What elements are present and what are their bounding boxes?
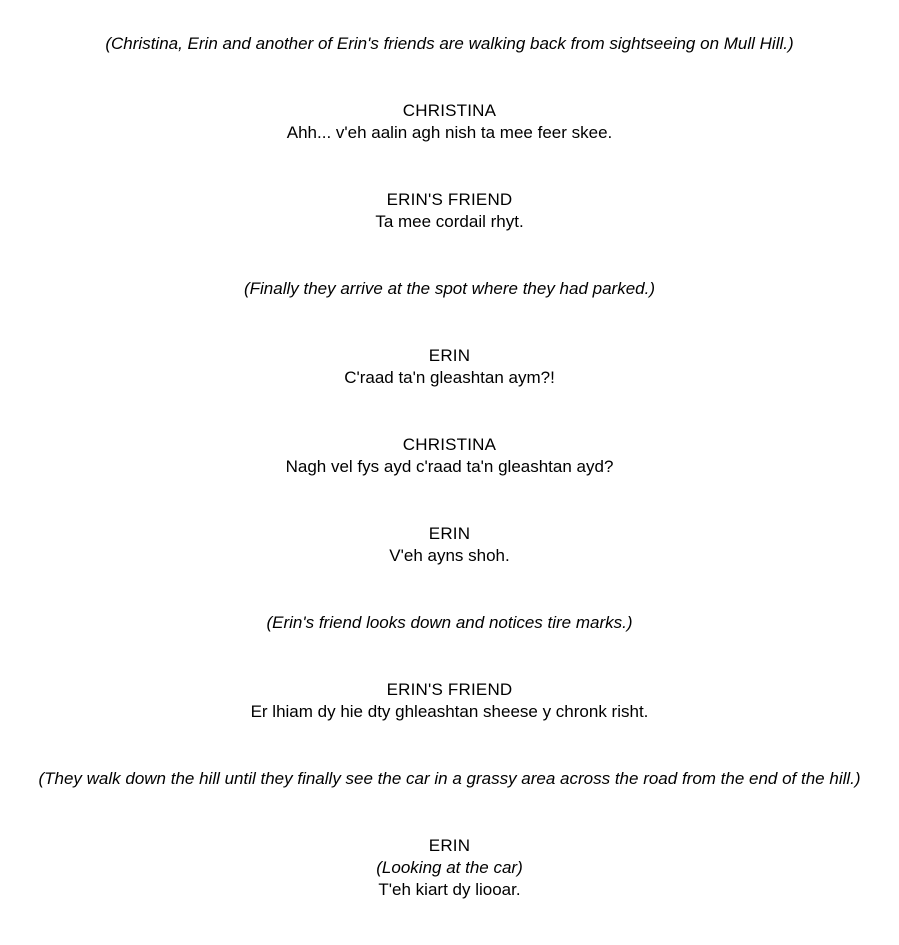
stage-direction: (Finally they arrive at the spot where they had parked.) — [243, 279, 656, 298]
character-name: ERIN — [428, 524, 471, 543]
dialogue-line: V'eh ayns shoh. — [389, 546, 510, 565]
character-name: ERIN'S FRIEND — [386, 190, 513, 209]
character-name: ERIN — [428, 346, 471, 365]
character-name: CHRISTINA — [402, 101, 497, 120]
dialogue-line: C'raad ta'n gleashtan aym?! — [344, 368, 555, 387]
stage-direction: (Christina, Erin and another of Erin's friends are walking back from sightseeing on Mull Hill.) — [105, 34, 794, 53]
dialogue-line: T'eh kiart dy liooar. — [378, 880, 521, 899]
dialogue-line: Nagh vel fys ayd c'raad ta'n gleashtan ayd? — [285, 457, 614, 476]
stage-direction: (Erin's friend looks down and notices tire marks.) — [266, 613, 633, 632]
character-name: ERIN'S FRIEND — [386, 680, 513, 699]
dialogue-line: Ta mee cordail rhyt. — [375, 212, 524, 231]
parenthetical: (Looking at the car) — [376, 858, 523, 877]
dialogue-line: Ahh... v'eh aalin agh nish ta mee feer skee. — [286, 123, 613, 142]
dialogue-line: Er lhiam dy hie dty ghleashtan sheese y chronk risht. — [250, 702, 649, 721]
character-name: CHRISTINA — [402, 435, 497, 454]
character-name: ERIN — [428, 836, 471, 855]
stage-direction: (They walk down the hill until they finally see the car in a grassy area across the road from the end of the hill.) — [38, 769, 861, 788]
